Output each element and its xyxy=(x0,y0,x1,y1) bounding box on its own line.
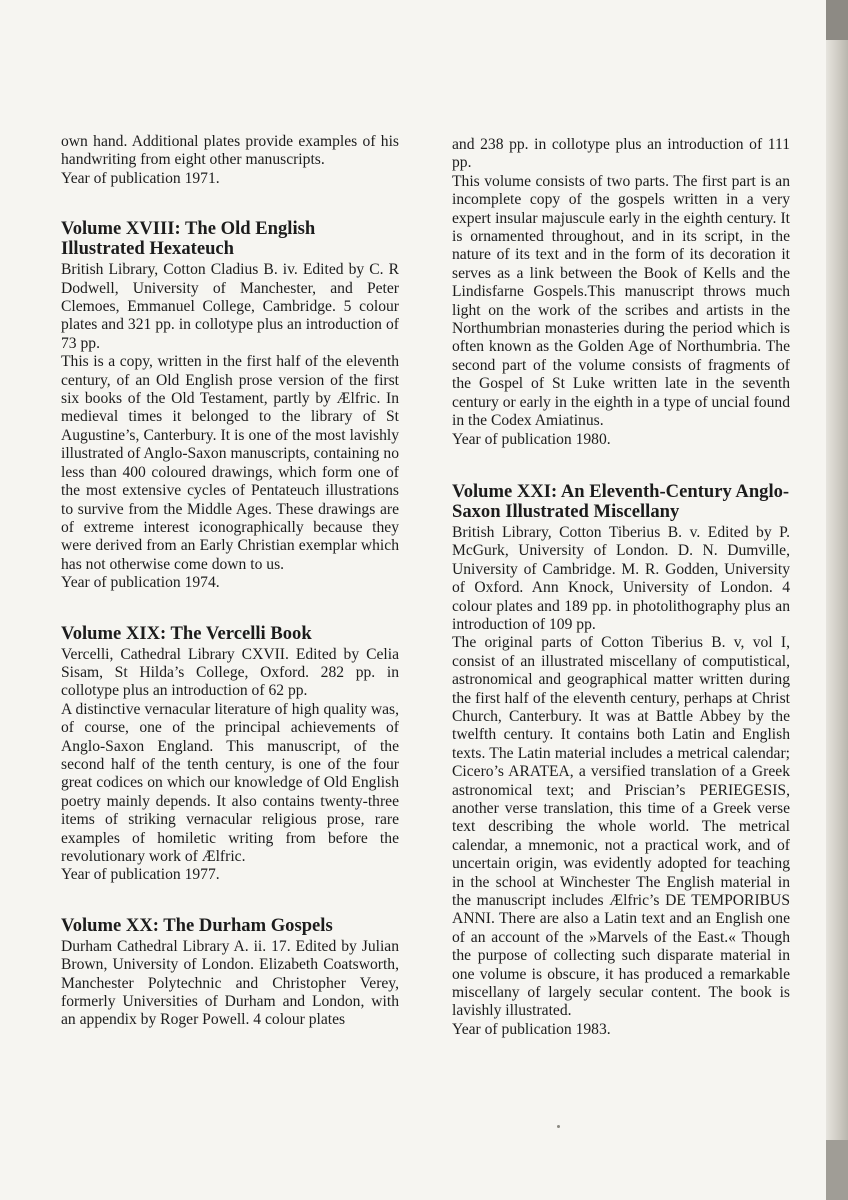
left-column xyxy=(61,133,399,1030)
volume-xviii-year: Year of publication 1974. xyxy=(61,574,220,592)
volume-xviii-title: Volume XVIII: The Old English Illustrated Hexateuch xyxy=(61,218,316,260)
volume-xxi-details: British Library, Cotton Tiberius B. v. Edited by P. McGurk, University of London. D. N. Dumville, University of Cambridge. M. R. Godden, University of Oxford. Ann Knock, University of London. 4 colour plates and 189 pp. in photolithography plus an introduction of 109 pp. xyxy=(452,523,790,633)
volume-xx-description: This volume consists of two parts. The first part is an incomplete copy of the gospels written in a very expert insular majuscule early in the eighth century. It is ornamented throughout, and in its script, in the nature of its text and in the form of its decoration it serves as a link between the Book of Kells and the Lindisfarne Gospels.This manuscript throws much light on the work of the scribes and artists in the Northumbrian monasteries during the period which is often known as the Golden Age of Northumbria. The second part of the volume consists of fragments of the Gospel of St Luke written late in the seventh century or early in the eighth in a type of uncial found in the Codex Amiatinus. xyxy=(452,172,790,430)
volume-xx-details: Durham Cathedral Library A. ii. 17. Edited by Julian Brown, University of London. Elizabeth Coatsworth, Manchester Polytechnic and Christopher Verey, formerly Universities of Durham and London, with an appendix by Roger Powell. 4 colour plates xyxy=(61,937,399,1029)
volume-xx-title: Volume XX: The Durham Gospels xyxy=(61,914,333,936)
volume-xx-year: Year of publication 1980. xyxy=(452,430,611,448)
page-edge-bottom xyxy=(826,1140,848,1200)
volume-xxi-year: Year of publication 1983. xyxy=(452,1020,611,1038)
volume-xviii-details: British Library, Cotton Cladius B. iv. Edited by C. R Dodwell, University of Manchester, and Peter Clemoes, Emmanuel College, Cambridge. 5 colour plates and 321 pp. in collotype plus an introduction of 73 pp. xyxy=(61,261,399,352)
volume-xx-details-continued: and 238 pp. in collotype plus an introduction of 111 pp. xyxy=(452,136,790,172)
right-column xyxy=(452,136,790,1039)
volume-xix-title: Volume XIX: The Vercelli Book xyxy=(61,622,312,644)
intro-paragraph: own hand. Additional plates provide examples of his handwriting from eight other manuscripts. xyxy=(61,133,399,169)
volume-xxi-description: The original parts of Cotton Tiberius B. v, vol I, consist of an illustrated miscellany of computistical, astronomical and geographical matter written during the first half of the eleventh century, perhaps at Christ Church, Canterbury. It was at Battle Abbey by the twelfth century. It contains both Latin and English texts. The Latin material includes a metrical calendar; Cicero’s ARATEA, a versified translation of a Greek astronomical text; and Priscian’s PERIEGESIS, another verse translation, this time of a Greek verse text describing the whole world. The metrical calendar, a mnemonic, not a practical work, and of uncertain origin, was evidently adopted for teaching in the school at Winchester The English material in the manuscript includes Ælfric’s DE TEMPORIBUS ANNI. There are also a Latin text and an English one of an account of the »Marvels of the East.« Though the purpose of collecting such disparate material in one volume is obscure, it has produced a remarkable miscellany of largely secular content. The book is lavishly illustrated. xyxy=(452,634,790,1020)
page-edge-shadow xyxy=(826,0,848,1200)
page-edge-top xyxy=(826,0,848,40)
intro-year: Year of publication 1971. xyxy=(61,169,220,187)
paper-speck xyxy=(557,1125,560,1128)
volume-xix-year: Year of publication 1977. xyxy=(61,866,220,884)
volume-xix-details: Vercelli, Cathedral Library CXVII. Edited by Celia Sisam, St Hilda’s College, Oxford. 282 pp. in collotype plus an introduction of 62 pp. xyxy=(61,645,399,700)
volume-xxi-title: Volume XXI: An Eleventh-Century Anglo-Saxon Illustrated Miscellany xyxy=(452,480,790,522)
volume-xix-description: A distinctive vernacular literature of high quality was, of course, one of the principal achievements of Anglo-Saxon England. This manuscript, of the second half of the tenth century, is one of the four great codices on which our knowledge of Old English poetry mainly depends. It also contains twenty-three items of striking vernacular religious prose, rare examples of homiletic writing from before the revolutionary work of Ælfric. xyxy=(61,700,399,865)
volume-xviii-description: This is a copy, written in the first half of the eleventh century, of an Old English prose version of the first six books of the Old Testament, partly by Ælfric. In medieval times it belonged to the library of St Augustine’s, Canterbury. It is one of the most lavishly illustrated of Anglo-Saxon manuscripts, containing no less than 400 coloured drawings, which form one of the most extensive cycles of Pentateuch illustrations to survive from the Middle Ages. These drawings are of extreme interest iconographically because they were derived from an Early Christian exemplar which has not otherwise come down to us. xyxy=(61,353,399,573)
